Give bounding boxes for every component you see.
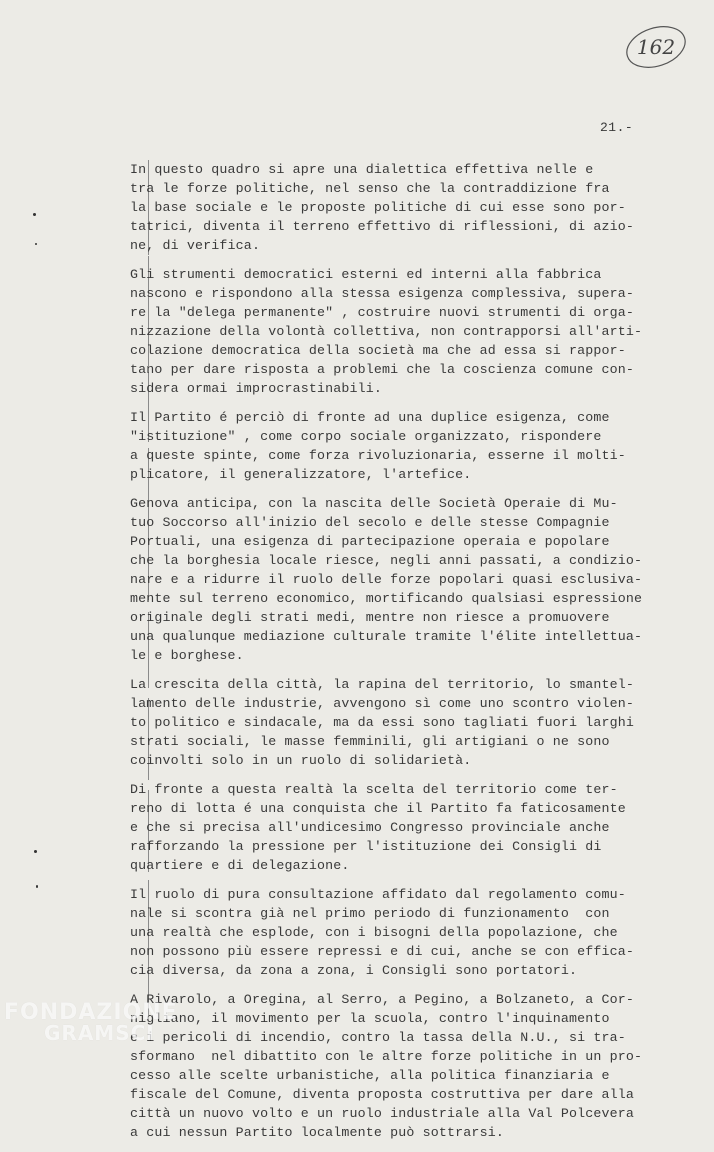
margin-dot	[33, 213, 36, 216]
text-line: lamento delle industrie, avvengono sì come uno scontro violen-	[130, 696, 635, 711]
text-line: tatrici, diventa il terreno effettivo di riflessioni, di azio-	[130, 219, 635, 234]
margin-dot	[36, 885, 38, 888]
watermark	[4, 1000, 178, 1045]
text-line: originale degli strati medi, mentre non riesce a promuovere	[130, 610, 610, 625]
watermark-line-1: FONDAZIONE	[4, 1000, 178, 1025]
paragraph	[130, 408, 690, 484]
text-line: Il Partito é perciò di fronte ad una duplice esigenza, come	[130, 410, 610, 425]
text-line: nare e a ridurre il ruolo delle forze popolari quasi esclusiva-	[130, 572, 643, 587]
text-line: tuo Soccorso all'inizio del secolo e delle stesse Compagnie	[130, 515, 610, 530]
text-line: Portuali, una esigenza di partecipazione operaia e popolare	[130, 534, 610, 549]
text-line: reno di lotta é una conquista che il Partito fa faticosamente	[130, 801, 626, 816]
archive-stamp	[622, 22, 690, 72]
watermark-line-2: GRAMSCI	[44, 1021, 155, 1045]
text-line: tra le forze politiche, nel senso che la contraddizione fra	[130, 181, 610, 196]
text-line: quartiere e di delegazione.	[130, 858, 350, 873]
text-line: una realtà che esplode, con i bisogni della popolazione, che	[130, 925, 618, 940]
text-line: sformano nel dibattito con le altre forze politiche in un pro-	[130, 1049, 643, 1064]
paragraph	[130, 675, 690, 770]
paragraph	[130, 990, 690, 1142]
text-line: Genova anticipa, con la nascita delle Società Operaie di Mu-	[130, 496, 618, 511]
text-line: Il ruolo di pura consultazione affidato dal regolamento comu-	[130, 887, 626, 902]
text-line: "istituzione" , come corpo sociale organizzato, rispondere	[130, 429, 602, 444]
text-line: re la "delega permanente" , costruire nuovi strumenti di orga-	[130, 305, 635, 320]
text-line: cesso alle scelte urbanistiche, alla politica finanziaria e	[130, 1068, 610, 1083]
text-line: sidera ormai improcrastinabili.	[130, 381, 383, 396]
margin-dot	[35, 243, 37, 245]
text-line: A Rivarolo, a Oregina, al Serro, a Pegino, a Bolzaneto, a Cor-	[130, 992, 635, 1007]
text-line: non possono più essere repressi e di cui, anche se con effica-	[130, 944, 635, 959]
text-line: e i pericoli di incendio, contro la tassa della N.U., si tra-	[130, 1030, 626, 1045]
text-line: to politico e sindacale, ma da essi sono tagliati fuori larghi	[130, 715, 635, 730]
text-line: la base sociale e le proposte politiche di cui esse sono por-	[130, 200, 626, 215]
text-line: che la borghesia locale riesce, negli anni passati, a condizio-	[130, 553, 643, 568]
text-line: In questo quadro si apre una dialettica effettiva nelle e	[130, 162, 594, 177]
text-line: città un nuovo volto e un ruolo industriale alla Val Polcevera	[130, 1106, 635, 1121]
text-line: a queste spinte, come forza rivoluzionaria, esserne il molti-	[130, 448, 626, 463]
body-text	[130, 160, 690, 1152]
text-line: le e borghese.	[130, 648, 244, 663]
paragraph	[130, 780, 690, 875]
paragraph	[130, 265, 690, 398]
text-line: mente sul terreno economico, mortificando qualsiasi espressione	[130, 591, 643, 606]
text-line: ne, di verifica.	[130, 238, 261, 253]
text-line: strati sociali, le masse femminili, gli artigiani o ne sono	[130, 734, 610, 749]
paragraph	[130, 494, 690, 665]
text-line: plicatore, il generalizzatore, l'artefice.	[130, 467, 472, 482]
text-line: nigliano, il movimento per la scuola, contro l'inquinamento	[130, 1011, 610, 1026]
paragraph	[130, 885, 690, 980]
text-line: La crescita della città, la rapina del territorio, lo smantel-	[130, 677, 635, 692]
margin-dot	[34, 850, 37, 853]
page-number: 21.-	[600, 120, 634, 135]
text-line: tano per dare risposta a problemi che la coscienza comune con-	[130, 362, 635, 377]
text-line: nale si scontra già nel primo periodo di funzionamento con	[130, 906, 610, 921]
text-line: e che si precisa all'undicesimo Congresso provinciale anche	[130, 820, 610, 835]
text-line: colazione democratica della società ma che ad essa si rappor-	[130, 343, 626, 358]
text-line: una qualunque mediazione culturale tramite l'élite intellettua-	[130, 629, 643, 644]
text-line: Di fronte a questa realtà la scelta del territorio come ter-	[130, 782, 618, 797]
text-line: rafforzando la pressione per l'istituzione dei Consigli di	[130, 839, 602, 854]
text-line: nascono e rispondono alla stessa esigenza complessiva, supera-	[130, 286, 635, 301]
text-line: cia diversa, da zona a zona, i Consigli sono portatori.	[130, 963, 578, 978]
text-line: fiscale del Comune, diventa proposta costruttiva per dare alla	[130, 1087, 635, 1102]
text-line: Gli strumenti democratici esterni ed interni alla fabbrica	[130, 267, 602, 282]
text-line: a cui nessun Partito localmente può sottrarsi.	[130, 1125, 504, 1140]
paragraph	[130, 160, 690, 255]
text-line: nizzazione della volontà collettiva, non contrapporsi all'arti-	[130, 324, 643, 339]
text-line: coinvolti solo in un ruolo di solidarietà.	[130, 753, 472, 768]
archive-stamp-mark	[622, 22, 690, 72]
archive-number: 162	[636, 35, 676, 59]
